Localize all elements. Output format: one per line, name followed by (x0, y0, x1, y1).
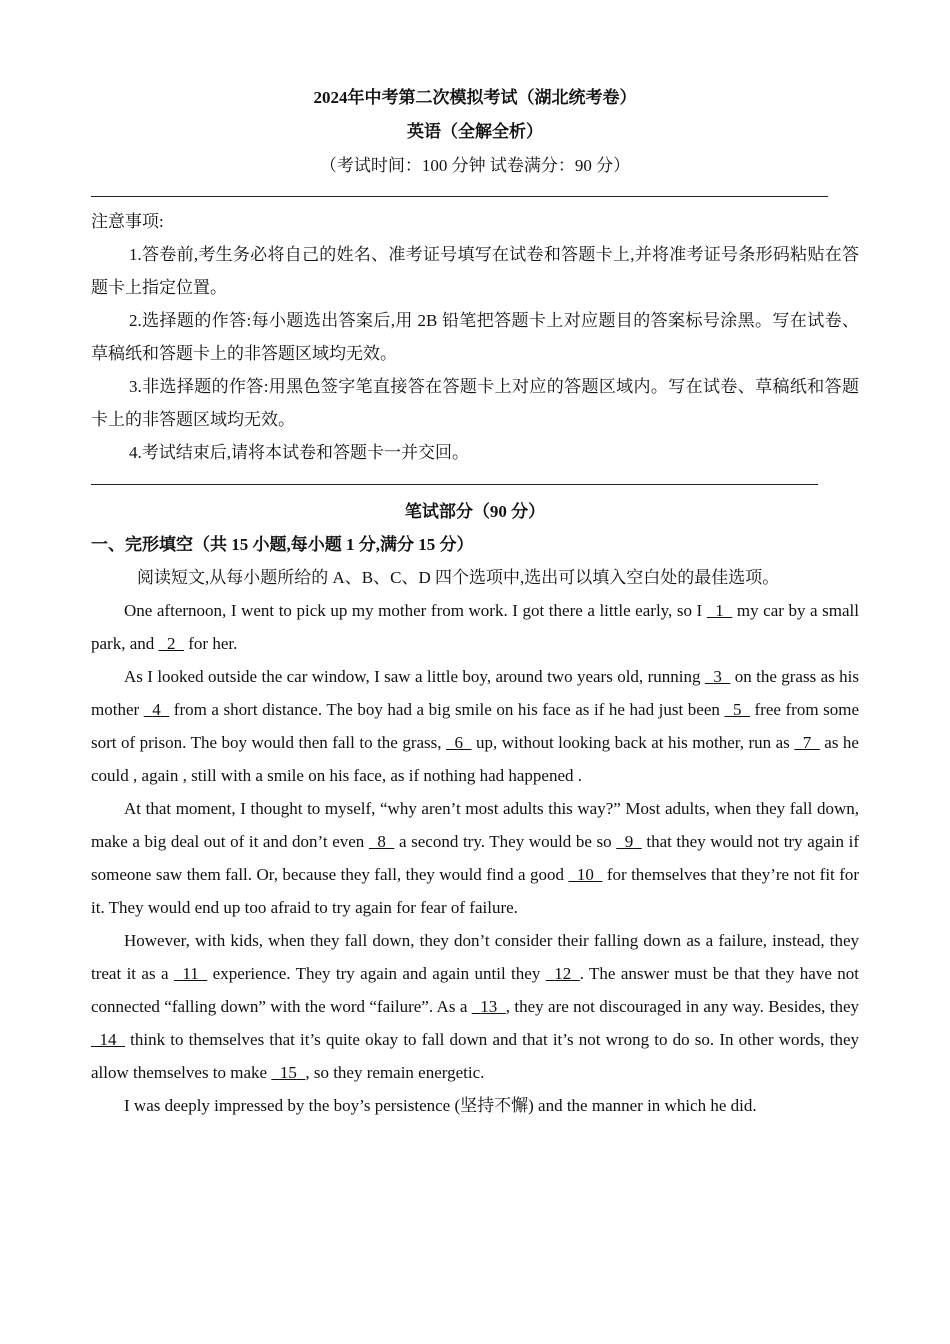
text-segment: for her. (184, 634, 238, 653)
notice-item-3: 3.非选择题的作答:用黑色签字笔直接答在答题卡上对应的答题区域内。写在试卷、草稿纸和答题卡上的非答题区域均无效。 (91, 377, 859, 429)
instruction: 阅读短文,从每小题所给的 A、B、C、D 四个选项中,选出可以填入空白处的最佳选项。 (137, 568, 780, 587)
passage-paragraph-5: I was deeply impressed by the boy’s persistence (坚持不懈) and the manner in which he did. (124, 1096, 757, 1115)
blank-9: 9 (624, 832, 634, 851)
passage-paragraph-4 (91, 924, 859, 1089)
text-segment: As I looked outside the car window, I saw a little boy, around two years old, running (124, 667, 705, 686)
blank-5: 5 (732, 700, 742, 719)
exam-info: （考试时间：100 分钟 试卷满分：90 分） (319, 156, 631, 175)
notice-item-4: 4.考试结束后,请将本试卷和答题卡一并交回。 (129, 443, 469, 462)
blank-1: 1 (715, 601, 724, 620)
blank-15: 15 (279, 1063, 297, 1082)
blank-7: 7 (802, 733, 812, 752)
text-segment: as he could , again , still with a smile on his face, as if nothing had happened . (91, 733, 859, 785)
section-title: 笔试部分（90 分） (404, 502, 546, 521)
text-segment: on the grass as his mother (91, 667, 859, 719)
text-segment: up, without looking back at his mother, run as (471, 733, 795, 752)
exam-subtitle: 英语（全解全析） (407, 122, 543, 141)
blank-14: 14 (99, 1030, 117, 1049)
text-segment: One afternoon, I went to pick up my mother from work. I got there a little early, so I (124, 601, 707, 620)
passage-paragraph-1 (91, 594, 859, 660)
text-segment: that they would not try again if someone saw them fall. Or, because they fall, they would find a good (91, 832, 859, 884)
blank-3: 3 (713, 667, 722, 686)
passage-paragraph-2 (91, 660, 859, 792)
blank-2: 2 (167, 634, 176, 653)
text-segment: , so they remain energetic. (305, 1063, 485, 1082)
text-segment: , they are not discouraged in any way. Besides, they (505, 997, 859, 1016)
notice-item-2: 2.选择题的作答:每小题选出答案后,用 2B 铅笔把答题卡上对应题目的答案标号涂黑。写在试卷、草稿纸和答题卡上的非答题区域均无效。 (91, 311, 859, 363)
text-segment: my car by a small park, and (91, 601, 859, 653)
text-segment: At that moment, I thought to myself, “why aren’t most adults this way?” Most adults, when they fall down, make a big deal out of it and don’t even (91, 799, 859, 851)
text-segment: . The answer must be that they have not connected “falling down” with the word “failure”. As a (91, 964, 859, 1016)
exam-title: 2024年中考第二次模拟考试（湖北统考卷） (313, 88, 637, 107)
blank-6: 6 (454, 733, 464, 752)
blank-10: 10 (576, 865, 594, 884)
text-segment: from a short distance. The boy had a big smile on his face as if he had just been (169, 700, 725, 719)
blank-8: 8 (377, 832, 386, 851)
text-segment: experience. They try again and again until they (207, 964, 546, 983)
text-segment: free from some sort of prison. The boy would then fall to the grass, (91, 700, 860, 752)
exam-page (91, 88, 859, 1122)
bottom-divider (91, 484, 818, 485)
blank-4: 4 (152, 700, 161, 719)
part-title: 一、完形填空（共 15 小题,每小题 1 分,满分 15 分） (91, 535, 474, 554)
passage-paragraph-3 (91, 792, 859, 924)
text-segment: think to themselves that it’s quite okay to fall down and that it’s not wrong to do so. In other words, they allow themselves to make (91, 1030, 859, 1082)
top-divider (91, 196, 828, 197)
text-segment: for themselves that they’re not fit for it. They would end up too afraid to try again for fear of failure. (91, 865, 860, 917)
text-segment: However, with kids, when they fall down, they don’t consider their falling down as a failure, instead, they treat it as a (91, 931, 859, 983)
notice-item-1: 1.答卷前,考生务必将自己的姓名、准考证号填写在试卷和答题卡上,并将准考证号条形码粘贴在答题卡上指定位置。 (91, 245, 859, 297)
notice-title: 注意事项: (91, 212, 164, 231)
blank-11: 11 (182, 964, 199, 983)
blank-12: 12 (554, 964, 572, 983)
blank-13: 13 (480, 997, 498, 1016)
text-segment: a second try. They would be so (394, 832, 617, 851)
